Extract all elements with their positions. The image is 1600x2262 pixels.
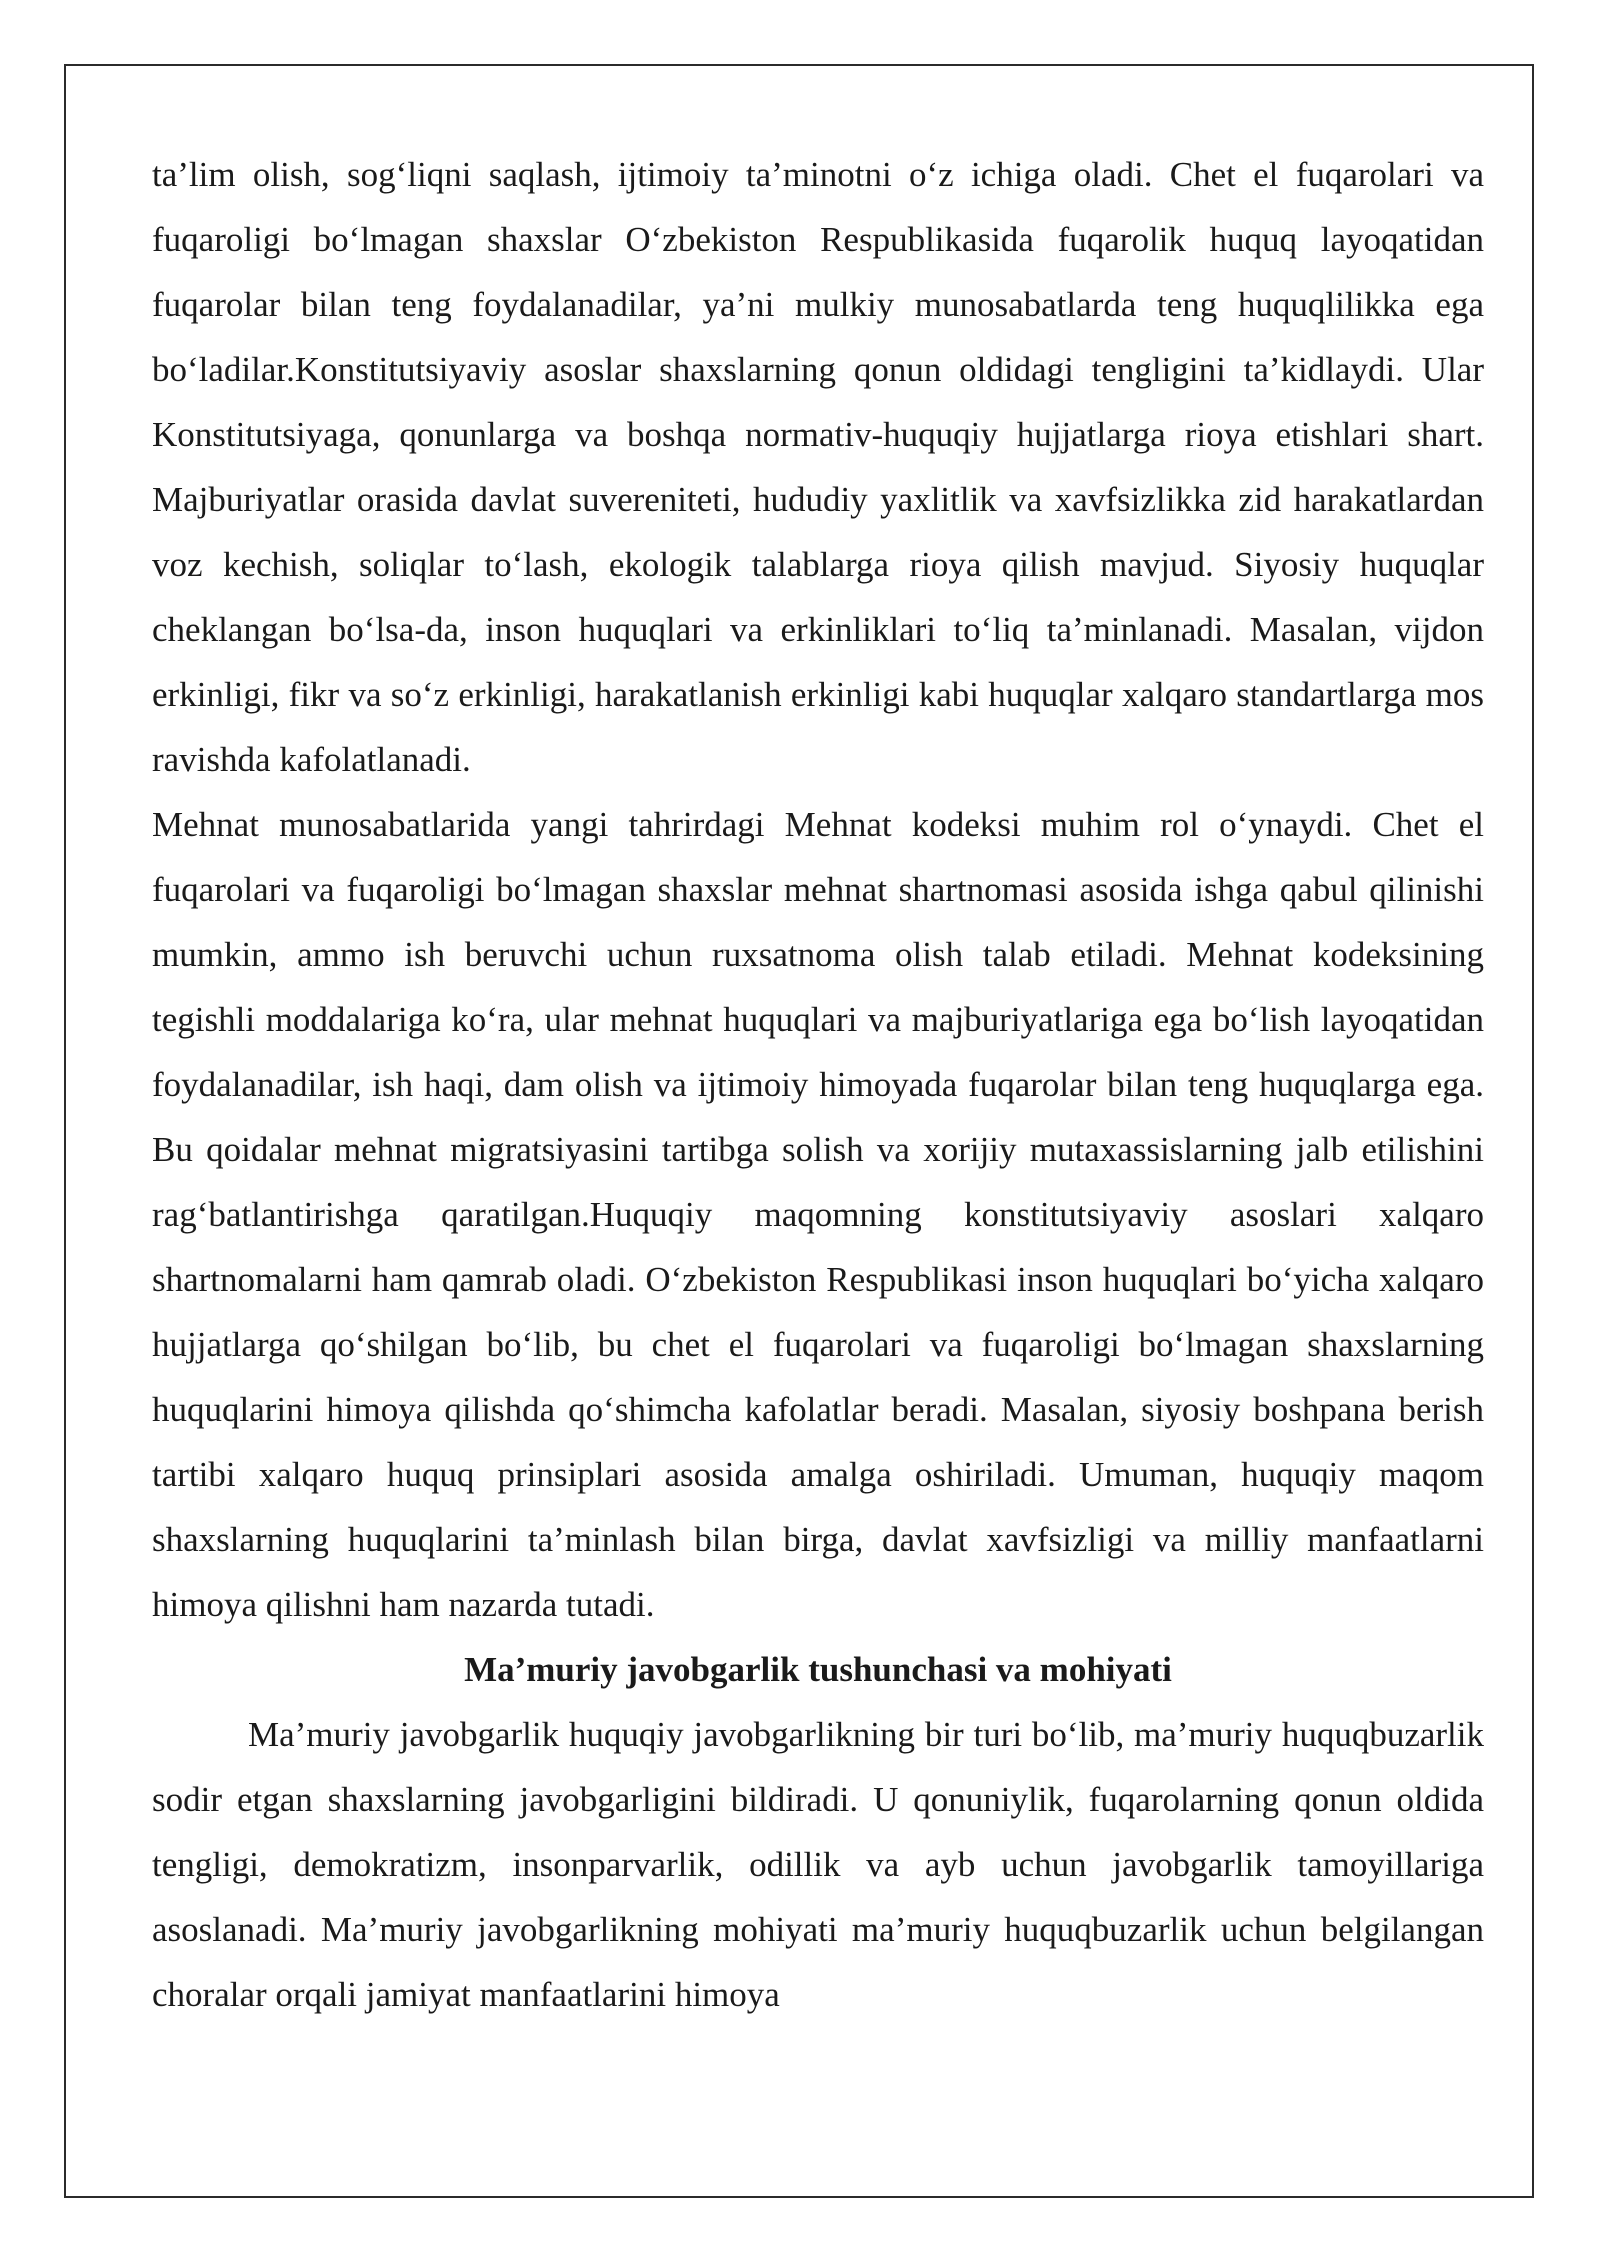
paragraph: Mehnat munosabatlarida yangi tahrirdagi Mehnat kodeksi muhim rol o‘ynaydi. Chet el fuqarolari va fuqaroligi bo‘lmagan shaxslar mehnat shartnomasi asosida ishga qabul qilinishi mumkin, ammo ish beruvchi uchun ruxsatnoma olish talab etiladi. Mehnat kodeksining tegishli moddalariga ko‘ra, ular mehnat huquqlari va majburiyatlariga ega bo‘lish layoqatidan foydalanadilar, ish haqi, dam olish va ijtimoiy himoyada fuqarolar bilan teng huquqlarga ega. Bu qoidalar mehnat migratsiyasini tartibga solish va xorijiy mutaxassislarning jalb etilishini rag‘batlantirishga qaratilgan.Huquqiy maqomning konstitutsiyaviy asoslari xalqaro shartnomalarni ham qamrab oladi. O‘zbekiston Respublikasi inson huquqlari bo‘yicha xalqaro hujjatlarga qo‘shilgan bo‘lib, bu chet el fuqarolari va fuqaroligi bo‘lmagan shaxslarning huquqlarini himoya qilishda qo‘shimcha kafolatlar beradi. Masalan, siyosiy boshpana berish tartibi xalqaro huquq prinsiplari asosida amalga oshiriladi. Umuman, huquqiy maqom shaxslarning huquqlarini ta’minlash bilan birga, davlat xavfsizligi va milliy manfaatlarni himoya qilishni ham nazarda tutadi. <box>152 805 1484 1624</box>
paragraph: Ma’muriy javobgarlik huquqiy javobgarlikning bir turi bo‘lib, ma’muriy huquqbuzarlik sodir etgan shaxslarning javobgarligini bildiradi. U qonuniylik, fuqarolarning qonun oldida tengligi, demokratizm, insonparvarlik, odillik va ayb uchun javobgarlik tamoyillariga asoslanadi. Ma’muriy javobgarlikning mohiyati ma’muriy huquqbuzarlik uchun belgilangan choralar orqali jamiyat manfaatlarini himoya <box>152 1715 1484 2014</box>
document-body <box>152 142 1484 2027</box>
paragraph: ta’lim olish, sog‘liqni saqlash, ijtimoiy ta’minotni o‘z ichiga oladi. Chet el fuqarolari va fuqaroligi bo‘lmagan shaxslar O‘zbekiston Respublikasida fuqarolik huquq layoqatidan fuqarolar bilan teng foydalanadilar, ya’ni mulkiy munosabatlarda teng huquqlilikka ega bo‘ladilar.Konstitutsiyaviy asoslar shaxslarning qonun oldidagi tengligini ta’kidlaydi. Ular Konstitutsiyaga, qonunlarga va boshqa normativ-huquqiy hujjatlarga rioya etishlari shart. Majburiyatlar orasida davlat suvereniteti, hududiy yaxlitlik va xavfsizlikka zid harakatlardan voz kechish, soliqlar to‘lash, ekologik talablarga rioya qilish mavjud. Siyosiy huquqlar cheklangan bo‘lsa-da, inson huquqlari va erkinliklari to‘liq ta’minlanadi. Masalan, vijdon erkinligi, fikr va so‘z erkinligi, harakatlanish erkinligi kabi huquqlar xalqaro standartlarga mos ravishda kafolatlanadi. <box>152 155 1484 779</box>
section-heading: Ma’muriy javobgarlik tushunchasi va mohiyati <box>464 1650 1172 1689</box>
